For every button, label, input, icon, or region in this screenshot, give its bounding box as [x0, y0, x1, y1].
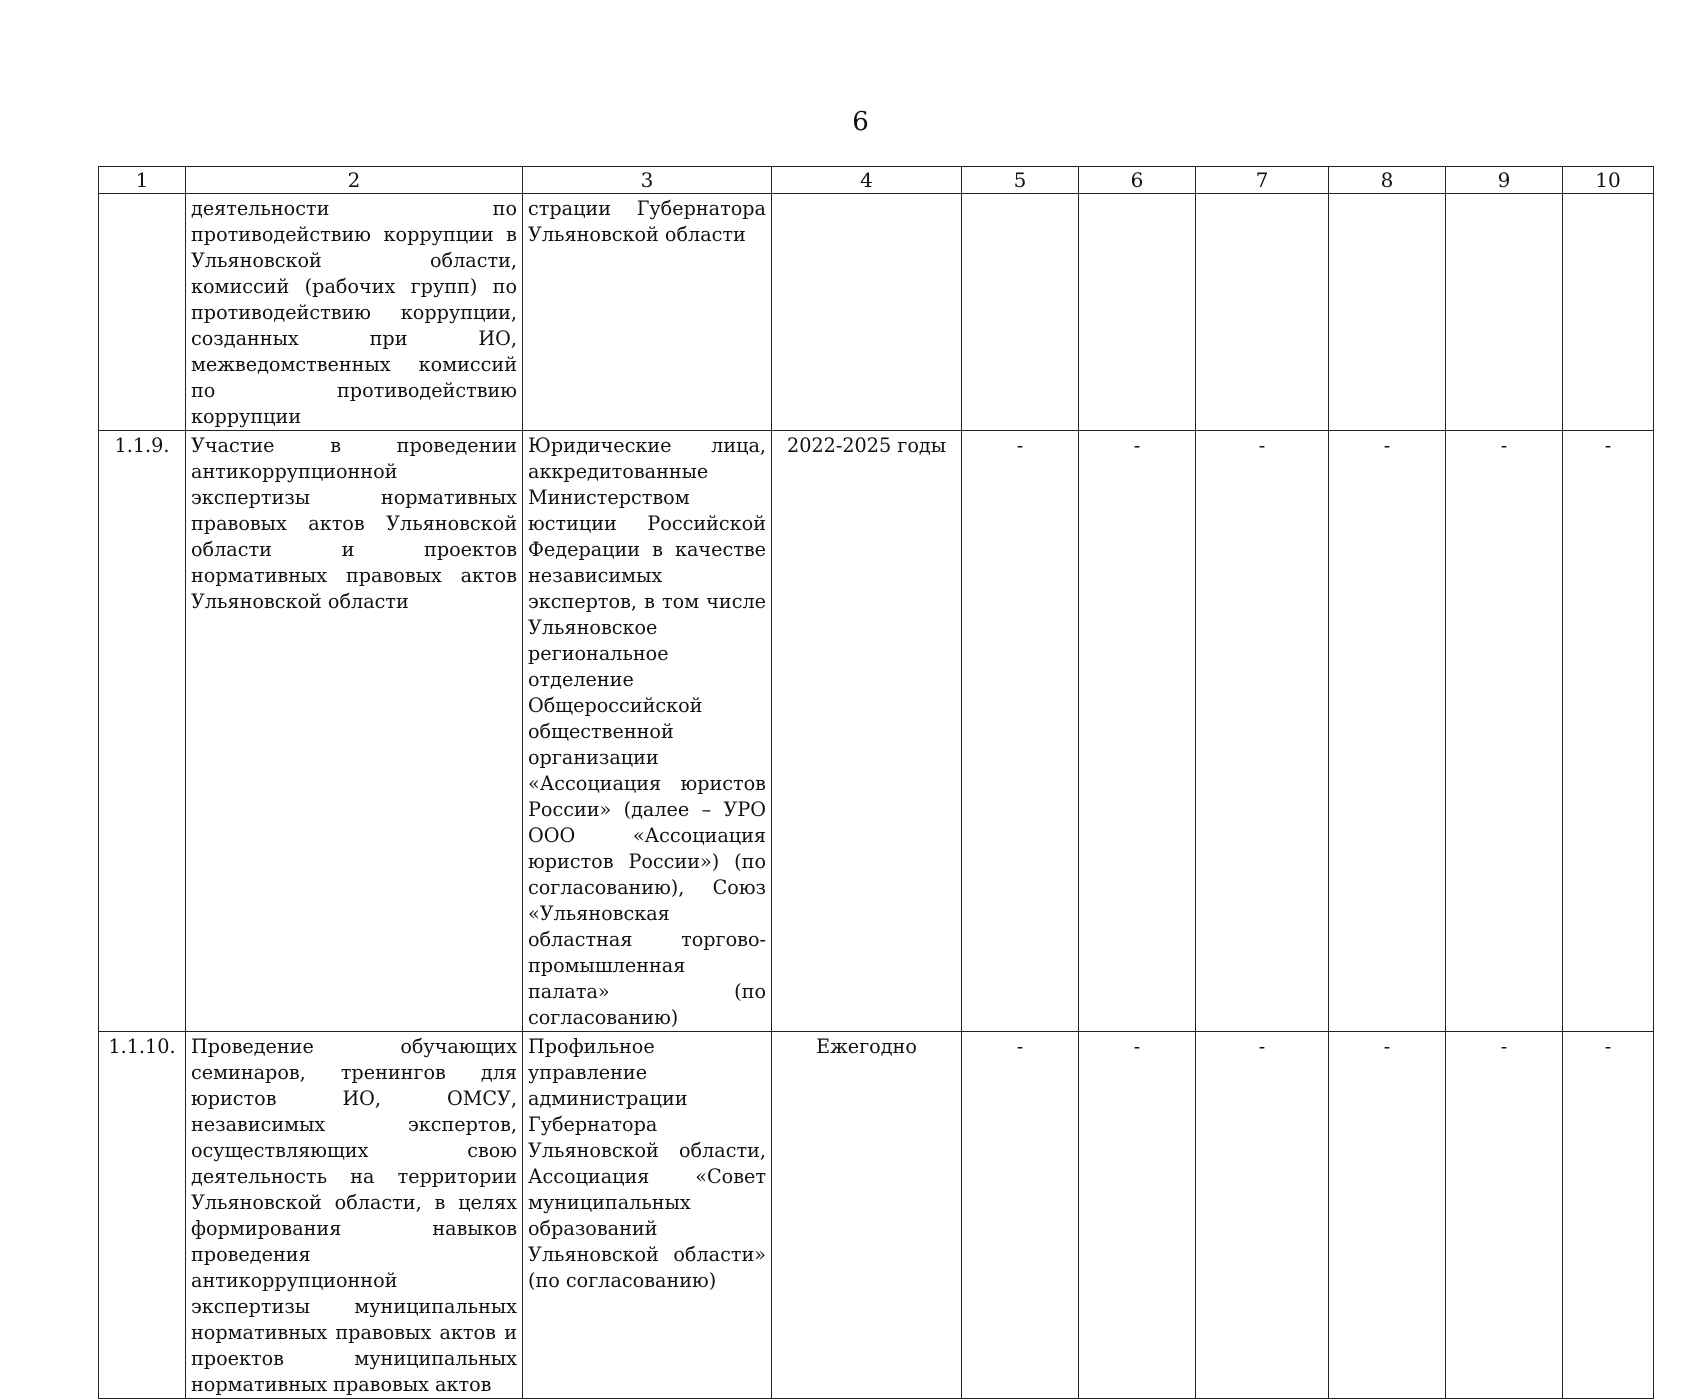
value-cell	[1196, 194, 1329, 431]
period-cell: 2022-2025 годы	[772, 431, 962, 1032]
value-cell: -	[962, 1032, 1079, 1399]
value-cell	[1079, 194, 1196, 431]
table-row	[99, 194, 1654, 431]
column-header: 10	[1563, 167, 1654, 194]
value-cell: -	[1079, 431, 1196, 1032]
row-number-cell: 1.1.9.	[99, 431, 186, 1032]
responsible-cell: страции Губернатора Ульяновской области	[523, 194, 772, 431]
value-cell: -	[1196, 431, 1329, 1032]
period-cell	[772, 194, 962, 431]
event-cell: Участие в проведении антикоррупционной экспертизы нормативных правовых актов Ульяновской области и проектов нормативных правовых актов Ульяновской области	[186, 431, 523, 1032]
value-cell	[962, 194, 1079, 431]
value-cell: -	[1079, 1032, 1196, 1399]
value-cell: -	[1196, 1032, 1329, 1399]
column-header: 9	[1446, 167, 1563, 194]
event-cell: деятельности по противодействию коррупции в Ульяновской области, комиссий (рабочих групп) по противодействию коррупции, созданных при ИО, межведомственных комиссий по противодействию коррупции	[186, 194, 523, 431]
responsible-cell: Юридические лица, аккредитованные Министерством юстиции Российской Федерации в качестве независимых экспертов, в том числе Ульяновское региональное отделение Общероссийской общественной организации «Ассоциация юристов России» (далее – УРО ООО «Ассоциация юристов России») (по согласованию), Союз «Ульяновская областная торгово-промышленная палата» (по согласованию)	[523, 431, 772, 1032]
column-header: 8	[1329, 167, 1446, 194]
column-header: 1	[99, 167, 186, 194]
value-cell	[1446, 194, 1563, 431]
column-header: 2	[186, 167, 523, 194]
column-header: 6	[1079, 167, 1196, 194]
value-cell: -	[1563, 431, 1654, 1032]
value-cell	[1329, 194, 1446, 431]
table-row	[99, 1032, 1654, 1399]
responsible-cell: Профильное управление администрации Губернатора Ульяновской области, Ассоциация «Совет муниципальных образований Ульяновской области» (по согласованию)	[523, 1032, 772, 1399]
table-header-row	[99, 167, 1654, 194]
plan-table	[98, 166, 1654, 1399]
value-cell: -	[1329, 1032, 1446, 1399]
column-header: 4	[772, 167, 962, 194]
value-cell: -	[962, 431, 1079, 1032]
value-cell: -	[1446, 431, 1563, 1032]
value-cell: -	[1563, 1032, 1654, 1399]
value-cell: -	[1329, 431, 1446, 1032]
table-row	[99, 431, 1654, 1032]
value-cell: -	[1446, 1032, 1563, 1399]
event-cell: Проведение обучающих семинаров, тренингов для юристов ИО, ОМСУ, независимых экспертов, осуществляющих свою деятельность на территории Ульяновской области, в целях формирования навыков проведения антикоррупционной экспертизы муниципальных нормативных правовых актов и проектов муниципальных нормативных правовых актов	[186, 1032, 523, 1399]
page-number: 6	[852, 107, 869, 137]
column-header: 5	[962, 167, 1079, 194]
column-header: 7	[1196, 167, 1329, 194]
row-number-cell	[99, 194, 186, 431]
row-number-cell: 1.1.10.	[99, 1032, 186, 1399]
column-header: 3	[523, 167, 772, 194]
value-cell	[1563, 194, 1654, 431]
period-cell: Ежегодно	[772, 1032, 962, 1399]
